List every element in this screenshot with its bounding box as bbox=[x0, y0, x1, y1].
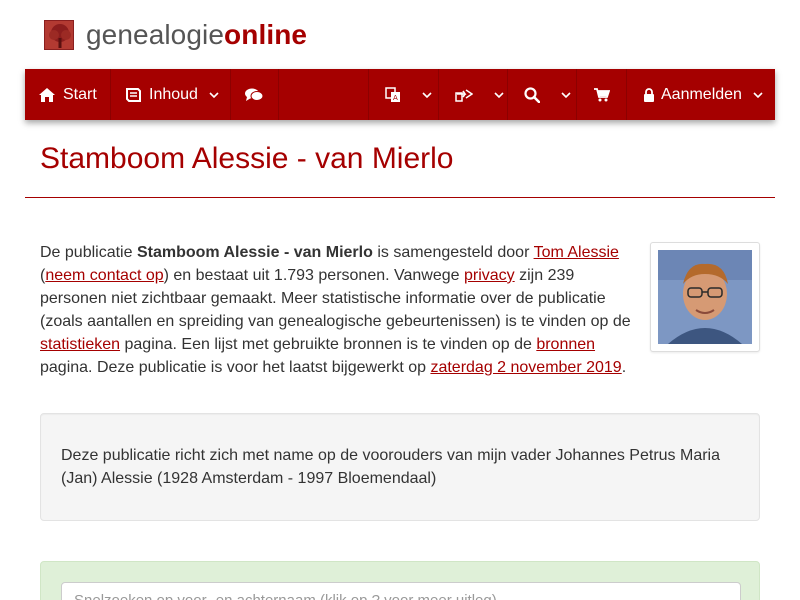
lock-icon bbox=[643, 86, 655, 104]
chevron-down-icon bbox=[493, 89, 505, 101]
book-icon bbox=[125, 86, 141, 104]
chevron-down-icon bbox=[208, 89, 220, 101]
nav-login[interactable] bbox=[627, 69, 775, 120]
main-navbar bbox=[25, 69, 775, 120]
home-icon bbox=[39, 86, 55, 104]
chevron-down-icon bbox=[752, 89, 764, 101]
comments-icon bbox=[245, 86, 263, 104]
last-updated-link[interactable]: zaterdag 2 november 2019 bbox=[430, 359, 622, 376]
publication-name: Stamboom Alessie - van Mierlo bbox=[136, 244, 373, 261]
cart-icon bbox=[593, 86, 611, 104]
brand[interactable] bbox=[44, 18, 307, 52]
author-avatar bbox=[658, 250, 752, 344]
statistics-link[interactable]: statistieken bbox=[40, 336, 121, 353]
svg-text:A: A bbox=[393, 93, 398, 102]
nav-chat[interactable] bbox=[231, 69, 279, 120]
chevron-down-icon bbox=[560, 89, 572, 101]
nav-inhoud[interactable] bbox=[111, 69, 231, 120]
contact-link[interactable]: neem contact op bbox=[45, 267, 164, 284]
sources-link[interactable]: bronnen bbox=[536, 336, 596, 353]
author-photo[interactable] bbox=[650, 242, 760, 352]
page-title: Stamboom Alessie - van Mierlo bbox=[40, 142, 454, 175]
nav-spacer bbox=[279, 69, 369, 120]
quick-search-panel bbox=[40, 561, 760, 600]
publication-note-text: Deze publicatie richt zich met name op de voorouders van mijn vader Johannes Petrus Maria (Jan) Alessie (1928 Amsterdam - 1997 Bloemendaal) bbox=[61, 447, 720, 487]
translate-icon bbox=[385, 86, 401, 104]
nav-login-label: Aanmelden bbox=[661, 85, 742, 103]
brand-name: genealogieonline bbox=[86, 19, 308, 50]
nav-translate[interactable] bbox=[369, 69, 439, 120]
tree-icon bbox=[44, 20, 74, 50]
publication-note bbox=[40, 413, 760, 521]
author-link[interactable]: Tom Alessie bbox=[533, 244, 619, 261]
search-icon bbox=[524, 86, 540, 104]
nav-inhoud-label: Inhoud bbox=[149, 85, 198, 103]
publication-intro: De publicatie Stamboom Alessie - van Mierlo is samengesteld door Tom Alessie (neem contact op) en bestaat uit 1.793 personen. Vanwege privacy zijn 239 personen niet zichtbaar gemaakt. Meer statistische informatie over de publicatie (zoals aantallen en spreiding van genealogische gebeurtenissen) is te vinden op de statistieken pagina. Een lijst met gebruikte bronnen is te vinden op de bronnen pagina. Deze publicatie is voor het laatst bijgewerkt op zaterdag 2 november 2019. bbox=[40, 244, 631, 376]
nav-start-label: Start bbox=[63, 85, 97, 103]
nav-cart[interactable] bbox=[577, 69, 627, 120]
title-divider bbox=[25, 197, 775, 198]
nav-search[interactable] bbox=[508, 69, 577, 120]
chevron-down-icon bbox=[421, 89, 433, 101]
share-icon bbox=[455, 86, 473, 104]
nav-start[interactable] bbox=[25, 69, 111, 120]
quick-search-input[interactable] bbox=[61, 582, 741, 600]
privacy-link[interactable]: privacy bbox=[463, 267, 515, 284]
nav-share[interactable] bbox=[439, 69, 508, 120]
